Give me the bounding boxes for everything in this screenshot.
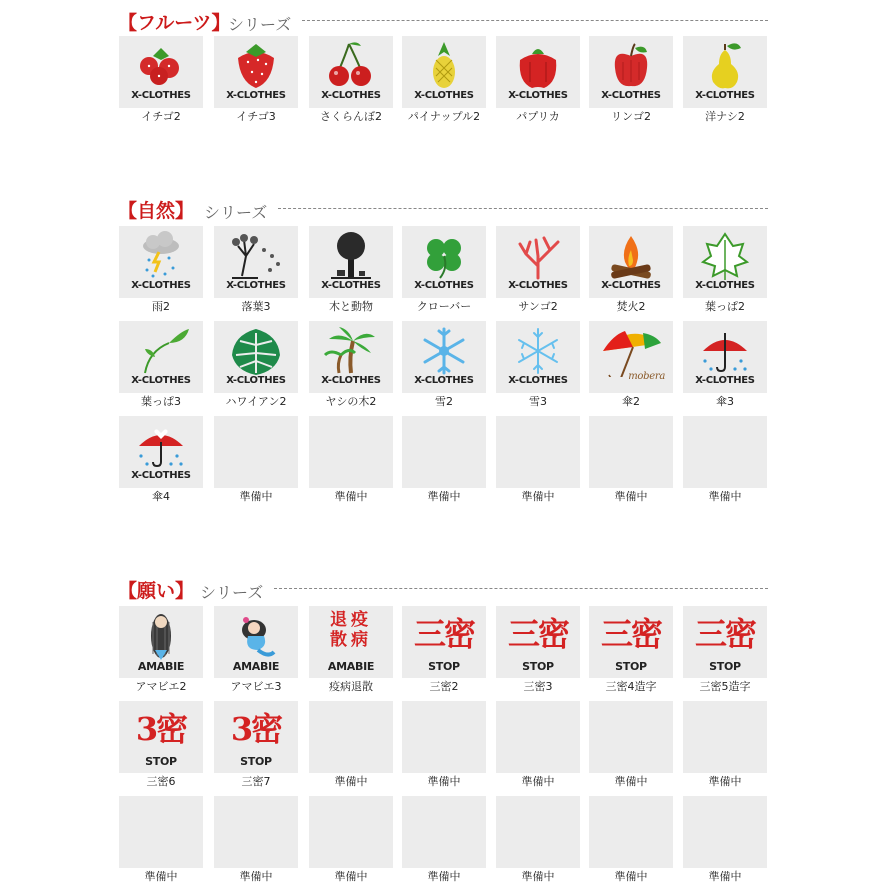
embroidery-glyph: 3密: [135, 710, 187, 748]
product-tile[interactable]: [496, 701, 580, 773]
product-tile[interactable]: [214, 36, 298, 108]
product-caption[interactable]: 準備中: [144, 870, 178, 883]
brand-logo-text: AMABIE: [327, 660, 375, 673]
product-caption[interactable]: クローバー: [416, 300, 472, 313]
product-caption[interactable]: 準備中: [334, 870, 368, 883]
product-tile[interactable]: [683, 416, 767, 488]
section-series-label: シリーズ: [228, 15, 292, 34]
product-caption[interactable]: リンゴ2: [611, 110, 651, 123]
product-caption[interactable]: 傘2: [622, 395, 640, 408]
product-tile[interactable]: [402, 701, 486, 773]
product-tile[interactable]: [214, 416, 298, 488]
product-caption[interactable]: 準備中: [708, 775, 742, 788]
product-tile[interactable]: [119, 416, 203, 488]
product-caption[interactable]: アマビエ2: [135, 680, 187, 693]
product-caption[interactable]: 準備中: [521, 870, 555, 883]
brand-logo-text: X-CLOTHES: [131, 375, 191, 386]
product-caption[interactable]: 準備中: [708, 490, 742, 503]
section-title: 【自然】: [118, 200, 195, 222]
product-caption[interactable]: 木と動物: [329, 300, 373, 313]
product-caption[interactable]: 三密3: [523, 680, 553, 693]
section-series-label: シリーズ: [200, 583, 264, 602]
product-caption[interactable]: 雨2: [152, 300, 170, 313]
brand-logo-text: X-CLOTHES: [508, 280, 568, 291]
brand-logo-text: X-CLOTHES: [414, 375, 474, 386]
product-tile[interactable]: [496, 226, 580, 298]
product-tile[interactable]: [496, 36, 580, 108]
product-tile[interactable]: [119, 701, 203, 773]
product-tile[interactable]: [309, 226, 393, 298]
brand-logo-text: X-CLOTHES: [508, 375, 568, 386]
product-caption[interactable]: 洋ナシ2: [705, 110, 745, 123]
brand-logo-text: STOP: [145, 755, 177, 768]
product-tile[interactable]: [214, 321, 298, 393]
brand-logo-text: mobera: [628, 371, 665, 382]
embroidery-glyph: 退疫 散病: [330, 610, 372, 650]
section-header-nature: [118, 196, 768, 220]
product-caption[interactable]: 準備中: [521, 490, 555, 503]
section-title: 【フルーツ】: [118, 12, 231, 34]
product-tile[interactable]: [496, 321, 580, 393]
product-tile[interactable]: [402, 36, 486, 108]
product-tile[interactable]: [683, 36, 767, 108]
section-header-wishes: [118, 576, 768, 600]
product-tile[interactable]: [589, 321, 673, 393]
brand-logo-text: STOP: [615, 660, 647, 673]
embroidery-glyph: 三密: [600, 615, 661, 653]
brand-logo-text: X-CLOTHES: [321, 90, 381, 101]
product-caption[interactable]: 傘3: [716, 395, 734, 408]
brand-logo-text: STOP: [240, 755, 272, 768]
product-tile[interactable]: [214, 701, 298, 773]
product-caption[interactable]: 三密7: [241, 775, 271, 788]
divider: [274, 588, 768, 589]
product-tile[interactable]: [402, 796, 486, 868]
brand-logo-text: X-CLOTHES: [131, 470, 191, 481]
brand-logo-text: X-CLOTHES: [695, 375, 755, 386]
brand-logo-text: X-CLOTHES: [321, 280, 381, 291]
product-caption[interactable]: 傘4: [152, 490, 170, 503]
embroidery-glyph: 三密: [694, 615, 755, 653]
brand-logo-text: X-CLOTHES: [226, 90, 286, 101]
product-caption[interactable]: 準備中: [708, 870, 742, 883]
product-caption[interactable]: ハワイアン2: [225, 395, 287, 408]
section-title: 【願い】: [118, 580, 195, 602]
product-tile[interactable]: [402, 606, 486, 678]
product-tile[interactable]: [119, 36, 203, 108]
product-caption[interactable]: イチゴ2: [141, 110, 181, 123]
product-tile[interactable]: [214, 796, 298, 868]
product-tile[interactable]: [496, 606, 580, 678]
section-header-fruits: [118, 8, 768, 32]
product-tile[interactable]: [496, 416, 580, 488]
product-tile[interactable]: [683, 796, 767, 868]
product-tile[interactable]: [402, 226, 486, 298]
product-tile[interactable]: [589, 226, 673, 298]
product-caption[interactable]: 準備中: [614, 870, 648, 883]
product-tile[interactable]: [683, 606, 767, 678]
product-tile[interactable]: [119, 606, 203, 678]
brand-logo-text: X-CLOTHES: [226, 280, 286, 291]
product-caption[interactable]: 三密2: [429, 680, 459, 693]
product-tile[interactable]: [309, 701, 393, 773]
product-tile[interactable]: [309, 796, 393, 868]
product-tile[interactable]: [683, 226, 767, 298]
product-caption[interactable]: 雪3: [529, 395, 547, 408]
product-caption[interactable]: 疫病退散: [329, 680, 373, 693]
product-tile[interactable]: [214, 226, 298, 298]
brand-logo-text: X-CLOTHES: [414, 280, 474, 291]
product-tile[interactable]: [119, 796, 203, 868]
brand-logo-text: X-CLOTHES: [601, 90, 661, 101]
product-tile[interactable]: [402, 416, 486, 488]
divider: [278, 208, 768, 209]
product-tile[interactable]: [309, 321, 393, 393]
product-caption[interactable]: 三密6: [146, 775, 176, 788]
brand-logo-text: X-CLOTHES: [321, 375, 381, 386]
brand-logo-text: X-CLOTHES: [695, 280, 755, 291]
brand-logo-text: X-CLOTHES: [414, 90, 474, 101]
product-caption[interactable]: 葉っぱ2: [705, 300, 745, 313]
embroidery-glyph: 三密: [413, 615, 474, 653]
product-caption[interactable]: 準備中: [334, 490, 368, 503]
product-caption[interactable]: アマビエ3: [230, 680, 282, 693]
brand-logo-text: X-CLOTHES: [508, 90, 568, 101]
embroidery-glyph: 3密: [230, 710, 282, 748]
product-caption[interactable]: 葉っぱ3: [141, 395, 181, 408]
product-tile[interactable]: [119, 226, 203, 298]
embroidery-glyph: 三密: [507, 615, 568, 653]
brand-logo-text: STOP: [709, 660, 741, 673]
product-caption[interactable]: 準備中: [521, 775, 555, 788]
product-caption[interactable]: 三密4造字: [605, 680, 657, 693]
brand-logo-text: STOP: [522, 660, 554, 673]
product-caption[interactable]: パイナップル2: [407, 110, 481, 123]
product-caption[interactable]: さくらんぼ2: [320, 110, 382, 123]
divider: [302, 20, 768, 21]
product-tile[interactable]: [309, 36, 393, 108]
product-tile[interactable]: [589, 36, 673, 108]
product-caption[interactable]: 準備中: [614, 775, 648, 788]
product-caption[interactable]: ヤシの木2: [325, 395, 377, 408]
product-caption[interactable]: パプリカ: [516, 110, 560, 123]
product-caption[interactable]: 準備中: [614, 490, 648, 503]
product-tile[interactable]: [683, 701, 767, 773]
product-caption[interactable]: サンゴ2: [518, 300, 558, 313]
product-caption[interactable]: 焚火2: [616, 300, 646, 313]
brand-logo-text: X-CLOTHES: [601, 280, 661, 291]
product-tile[interactable]: [589, 796, 673, 868]
brand-logo-text: X-CLOTHES: [131, 90, 191, 101]
product-caption[interactable]: イチゴ3: [236, 110, 276, 123]
product-caption[interactable]: 準備中: [239, 490, 273, 503]
product-caption[interactable]: 落葉3: [241, 300, 271, 313]
product-caption[interactable]: 準備中: [427, 490, 461, 503]
brand-logo-text: STOP: [428, 660, 460, 673]
product-tile[interactable]: [589, 701, 673, 773]
product-caption[interactable]: 準備中: [239, 870, 273, 883]
product-tile[interactable]: [589, 606, 673, 678]
product-tile[interactable]: [496, 796, 580, 868]
product-tile[interactable]: [683, 321, 767, 393]
brand-logo-text: X-CLOTHES: [226, 375, 286, 386]
product-tile[interactable]: [214, 606, 298, 678]
product-tile[interactable]: [309, 606, 393, 678]
product-caption[interactable]: 雪2: [435, 395, 453, 408]
product-caption[interactable]: 準備中: [427, 775, 461, 788]
brand-logo-text: X-CLOTHES: [695, 90, 755, 101]
brand-logo-text: X-CLOTHES: [131, 280, 191, 291]
product-caption[interactable]: 準備中: [334, 775, 368, 788]
product-tile[interactable]: [119, 321, 203, 393]
section-series-label: シリーズ: [204, 203, 268, 222]
product-tile[interactable]: [589, 416, 673, 488]
brand-logo-text: AMABIE: [232, 660, 280, 673]
product-caption[interactable]: 準備中: [427, 870, 461, 883]
product-tile[interactable]: [402, 321, 486, 393]
product-caption[interactable]: 三密5造字: [699, 680, 751, 693]
brand-logo-text: AMABIE: [137, 660, 185, 673]
product-tile[interactable]: [309, 416, 393, 488]
